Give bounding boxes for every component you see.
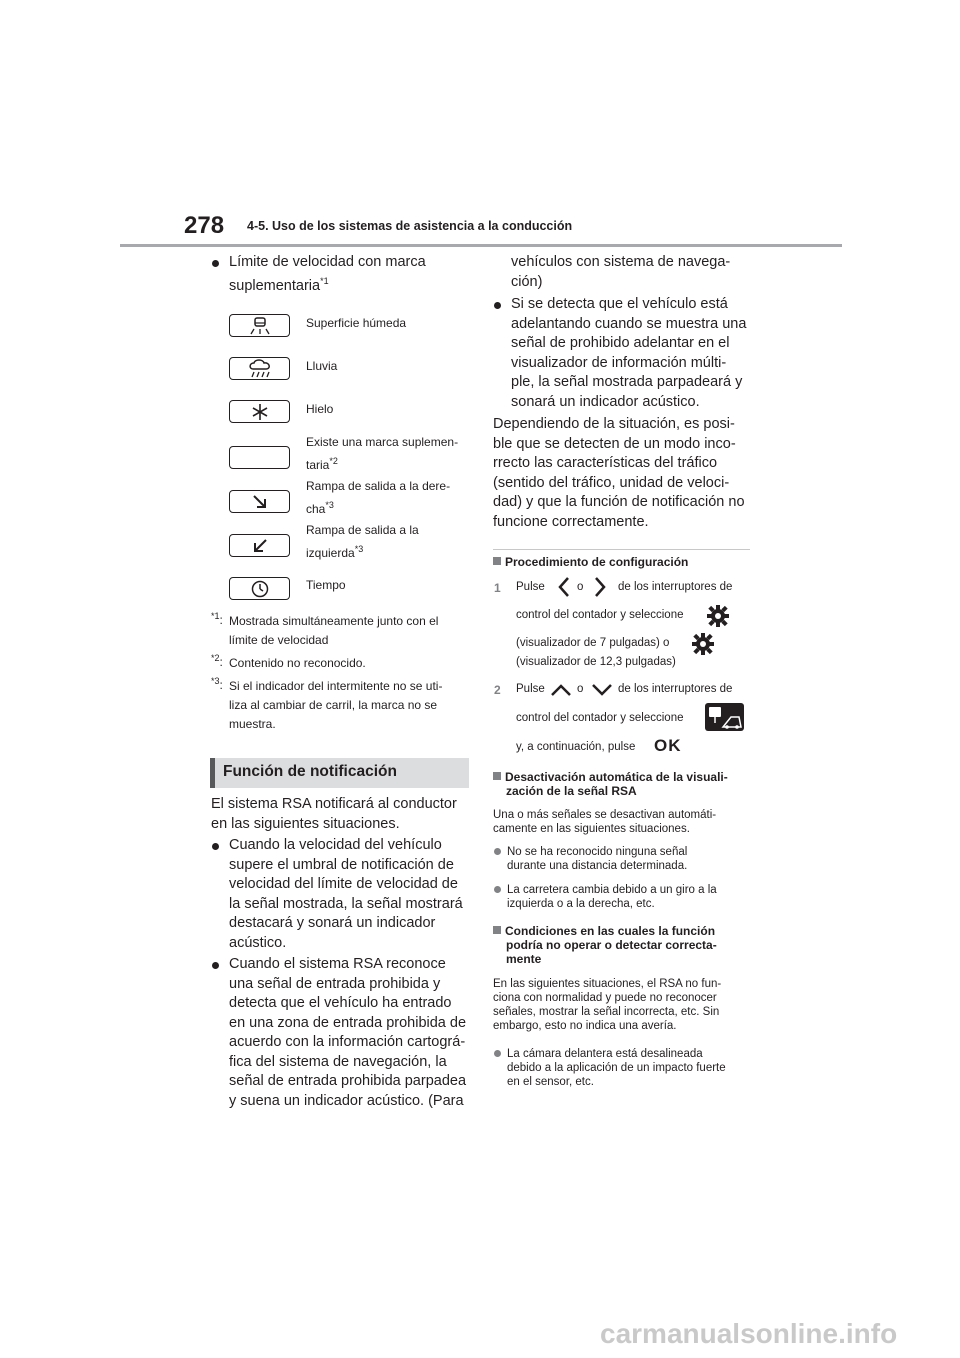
footnote-text: muestra. [229, 717, 276, 731]
bullet-line: detecta que el vehículo ha entrado [229, 995, 452, 1011]
bullet-line: acuerdo con la información cartográ- [229, 1034, 466, 1050]
header-divider [120, 244, 842, 247]
footnote-text: Contenido no reconocido. [229, 656, 366, 670]
sign-label-wet: Superficie húmeda [306, 316, 407, 330]
step1-text-12inch: (visualizador de 12,3 pulgadas) [516, 656, 676, 668]
square-bullet-icon [493, 926, 501, 934]
sign-label-rain: Lluvia [306, 359, 338, 373]
chevron-left-icon [558, 576, 570, 603]
paragraph-line: funcione correctamente. [493, 513, 649, 530]
bullet-line: y suena un indicador acústico. (Para [229, 1092, 464, 1109]
section-heading-label: Función de notificación [223, 763, 397, 780]
bullet-no-entry [229, 955, 469, 1111]
square-bullet-icon [493, 772, 501, 780]
bullet-line: debido a la aplicación de un impacto fuerte [507, 1062, 726, 1074]
footnote-ref: *3 [354, 544, 364, 554]
bullet-line: velocidad del límite de velocidad de [229, 876, 458, 892]
footnote-mark: *3 [211, 676, 220, 686]
footnote-text: liza al cambiar de carril, la marca no se [229, 698, 438, 712]
heading-line: Condiciones en las cuales la función [505, 924, 716, 938]
bullet-dot [494, 886, 501, 893]
bullet-speed-threshold [229, 836, 469, 953]
bullet-dot [212, 260, 219, 267]
paragraph-line: Una o más señales se desactivan automáti- [493, 809, 717, 821]
bullet-dot [494, 1050, 501, 1057]
heading-line: zación de la señal RSA [506, 784, 637, 798]
chevron-up-icon [550, 683, 572, 702]
bullet-line: La cámara delantera está desalineada [507, 1048, 703, 1060]
blank-sign-icon [229, 446, 290, 469]
bullet-line: No se ha reconocido ninguna señal [507, 846, 688, 858]
sign-label-exit-right [306, 477, 466, 519]
paragraph-line: ciona con normalidad y puede no reconocer [493, 992, 717, 1004]
bullet-line: ple, la señal mostrada parpadeará y [511, 374, 743, 390]
paragraph-line: rrecto las características del tráfico [493, 455, 718, 471]
sign-label-exit-right-line1: Rampa de salida a la dere- [306, 479, 451, 493]
sign-label-exit-left-line1: Rampa de salida a la [306, 523, 419, 537]
footnote-1: $^{*1}$: Mostrada simultáneamente junto con el límite de velocidad [211, 612, 469, 650]
bullet-dot [494, 848, 501, 855]
deactivation-bullet-2 [507, 883, 757, 911]
bullet-line: sonará un indicador acústico. [511, 393, 700, 410]
square-bullet-icon [493, 557, 501, 565]
paragraph-line: camente en las siguientes situaciones. [493, 823, 690, 835]
procedure-heading-label: Procedimiento de configuración [505, 555, 689, 569]
footnote-text: Mostrada simultáneamente junto con el [229, 614, 439, 628]
bullet-overtaking [511, 295, 756, 412]
gear-icon [707, 605, 729, 632]
subsection-divider [493, 549, 750, 550]
step-number: 2 [494, 683, 501, 697]
paragraph-line: En las siguientes situaciones, el RSA no fun- [493, 978, 722, 990]
step1-text-pulse: Pulse [516, 581, 545, 593]
bullet-line: ción) [511, 273, 543, 290]
bullet-line: Si se detecta que el vehículo está [511, 296, 728, 312]
footnote-text: Si el indicador del intermitente no se uti- [229, 679, 443, 693]
conditions-bullet-1 [507, 1047, 757, 1089]
paragraph-line: embargo, esto no indica una avería. [493, 1020, 677, 1032]
road-sign-assist-icon [705, 703, 744, 731]
deactivation-heading [493, 770, 755, 798]
paragraph-line: (sentido del tráfico, unidad de veloci- [493, 474, 730, 491]
heading-line: podría no operar o detectar correcta- [506, 938, 717, 952]
bullet-line: durante una distancia determinada. [507, 860, 688, 872]
watermark: carmanualsonline.info [600, 1318, 898, 1349]
conditions-text [493, 977, 755, 1033]
bullet-line: Cuando el sistema RSA reconoce [229, 956, 446, 972]
bullet-line: visualizador de información múlti- [511, 354, 727, 371]
chevron-down-icon [591, 683, 613, 702]
sign-label-weather: Tiempo [306, 578, 346, 592]
footnote-mark: *1 [211, 611, 220, 621]
step2-text-select: control del contador y seleccione [516, 712, 684, 724]
heading-line: Desactivación automática de la visuali- [505, 770, 728, 784]
bullet-line: la señal mostrada, la señal mostrará [229, 895, 463, 912]
sign-label-supplementary-line1: Existe una marca suplemen- [306, 435, 459, 449]
heading-line: mente [506, 952, 542, 966]
bullet-dot [494, 302, 501, 309]
bullet-line: señal de prohibido adelantar en el [511, 335, 730, 351]
rain-icon [229, 357, 290, 380]
procedure-heading [493, 555, 688, 569]
bullet-line: vehículos con sistema de navega- [511, 254, 731, 270]
ok-button-glyph: OK [654, 736, 682, 755]
step1-text-or: o [577, 581, 584, 593]
step1-text-switches: de los interruptores de [618, 581, 733, 593]
bullet-line: Cuando la velocidad del vehículo [229, 837, 442, 853]
sign-label-supplementary-line2: taria [306, 458, 330, 472]
sign-label-exit-left-line2: izquierda [306, 546, 355, 560]
intro-bullet [229, 253, 469, 296]
sign-label-exit-left [306, 521, 466, 563]
step2-text-then: y, a continuación, pulse [516, 741, 636, 753]
section-heading [210, 758, 469, 788]
paragraph-line: en las siguientes situaciones. [211, 815, 400, 832]
step1-text-select: control del contador y seleccione [516, 609, 684, 621]
step1-text-7inch: (visualizador de 7 pulgadas) o [516, 637, 670, 649]
deactivation-bullet-1 [507, 845, 757, 873]
step2-text-pulse: Pulse [516, 683, 545, 695]
paragraph-line: El sistema RSA notificará al conductor [211, 796, 457, 812]
footnote-2: $^{*2}$: Contenido no reconocido. [211, 654, 469, 673]
bullet-dot [212, 962, 219, 969]
intro-bullet-line1: Límite de velocidad con marca [229, 254, 426, 270]
intro-paragraph [211, 795, 471, 834]
page-number: 278 [184, 212, 225, 239]
bullet-line: señal de entrada prohibida parpadea [229, 1073, 467, 1089]
bullet-line: adelantando cuando se muestra una [511, 315, 747, 332]
footnote-ref: *2 [329, 456, 338, 466]
footnote-text: límite de velocidad [229, 633, 329, 647]
intro-bullet-line2: suplementaria [229, 277, 321, 294]
sign-label-ice: Hielo [306, 402, 334, 416]
step-number: 1 [494, 581, 501, 595]
exit-right-arrow-icon [229, 490, 290, 513]
section-heading-accent [210, 758, 215, 788]
clock-icon [229, 577, 290, 600]
section-title: 4-5. Uso de los sistemas de asistencia a la conducción [247, 219, 573, 233]
chevron-right-icon [594, 576, 606, 603]
paragraph-line: señales, mostrar la señal incorrecta, etc. Sin [493, 1006, 720, 1018]
bullet-continuation [511, 253, 756, 292]
conditions-heading [493, 924, 755, 966]
bullet-line: fica del sistema de navegación, la [229, 1053, 447, 1070]
paragraph-line: ble que se detecten de un modo inco- [493, 435, 736, 452]
situation-paragraph [493, 415, 755, 532]
footnote-ref: *1 [320, 275, 329, 286]
bullet-line: supere el umbral de notificación de [229, 856, 454, 873]
paragraph-line: Dependiendo de la situación, es posi- [493, 416, 735, 432]
step2-text-or: o [577, 683, 584, 695]
bullet-line: izquierda o a la derecha, etc. [507, 898, 655, 910]
wet-road-icon [229, 314, 290, 337]
bullet-line: acústico. [229, 934, 287, 951]
snowflake-icon [229, 400, 290, 423]
bullet-dot [212, 843, 219, 850]
sign-label-exit-right-line2: cha [306, 502, 326, 516]
footnote-3: $^{*3}$: Si el indicador del intermitente no se uti- liza al cambiar de carril, la marca no se muestra. [211, 677, 469, 734]
exit-left-arrow-icon [229, 534, 290, 557]
paragraph-line: dad) y que la función de notificación no [493, 494, 745, 510]
sign-label-supplementary [306, 433, 466, 475]
step2-text-switches: de los interruptores de [618, 683, 733, 695]
footnote-ref: *3 [325, 500, 334, 510]
deactivation-text [493, 808, 755, 836]
bullet-line: una señal de entrada prohibida y [229, 975, 441, 992]
bullet-line: La carretera cambia debido a un giro a la [507, 884, 717, 896]
bullet-line: en una zona de entrada prohibida de [229, 1014, 467, 1031]
bullet-line: en el sensor, etc. [507, 1076, 594, 1088]
bullet-line: destacará y sonará un indicador [229, 915, 436, 931]
gear-icon [692, 633, 714, 660]
footnote-mark: *2 [211, 653, 220, 663]
